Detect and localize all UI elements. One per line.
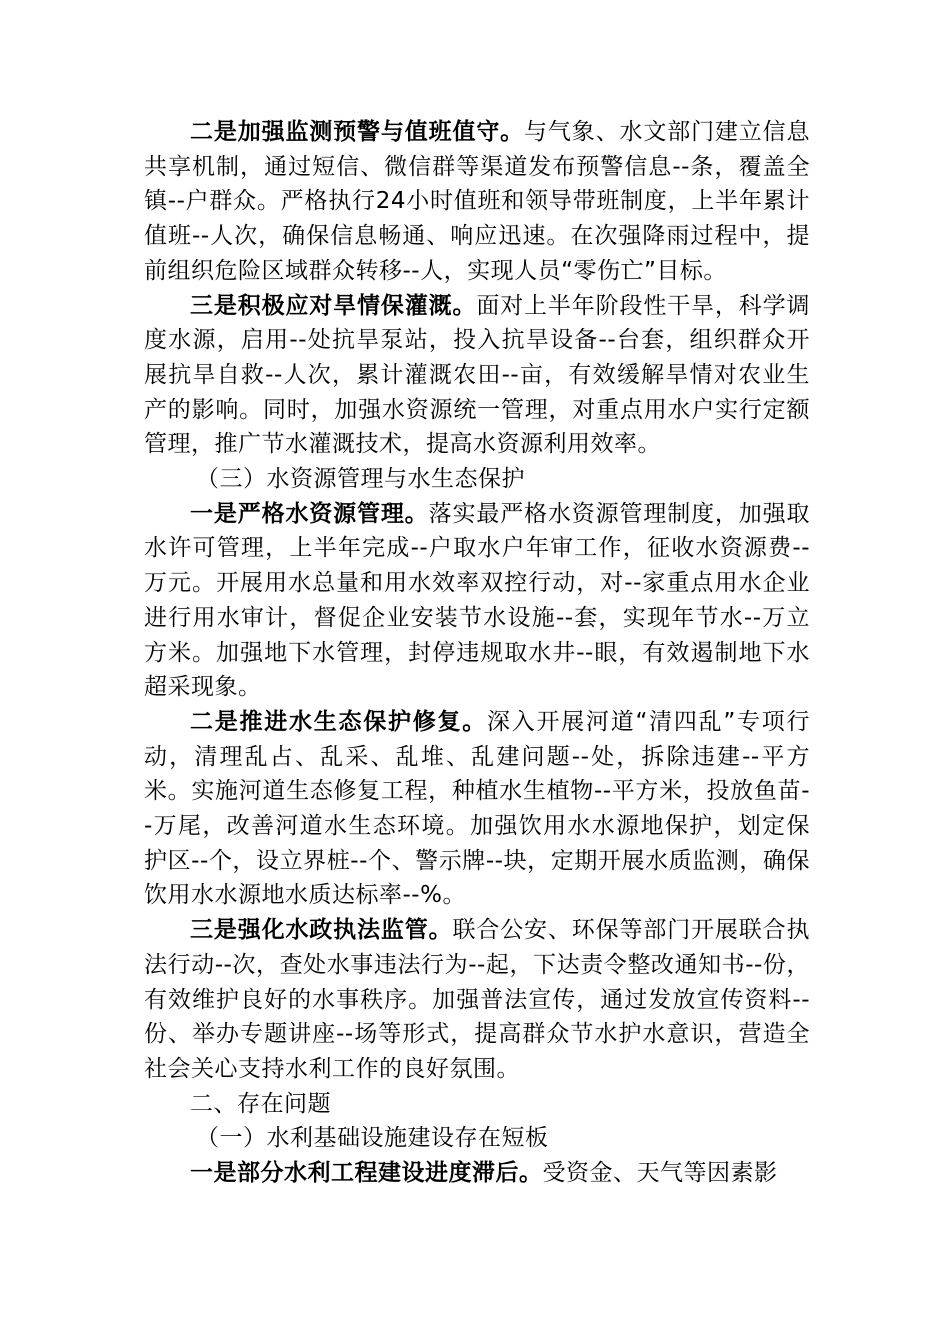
paragraph-lead: 三是强化水政执法监管。 xyxy=(190,917,453,944)
paragraph-lead: 二是加强监测预警与值班值守。 xyxy=(190,119,525,145)
paragraph-body: 深入开展河道“清四乱”专项行动，清理乱占、乱采、乱堆、乱建问题--处，拆除违建--平方米。实施河道生态修复工程，种植水生植物--平方米，投放鱼苗--万尾，改善河道水生态环境。加强饮用水水源地保护，划定保护区--个，设立界桩--个、警示牌--块，定期开展水质监测，确保饮用水水源地水质达标率--%。 xyxy=(144,708,811,909)
paragraph-lead: 一是部分水利工程建设进度滞后。 xyxy=(190,1160,543,1187)
section-heading-problems: 二、存在问题 xyxy=(190,1090,331,1117)
paragraph-law-enforcement xyxy=(144,913,810,1087)
paragraph-monitoring-warning xyxy=(144,115,810,289)
paragraph-water-management xyxy=(144,497,810,705)
paragraph-lead: 三是积极应对旱情保灌溉。 xyxy=(190,292,477,319)
paragraph-lead: 一是严格水资源管理。 xyxy=(190,500,429,527)
document-page xyxy=(144,115,810,1191)
paragraph-construction-delay xyxy=(144,1156,810,1191)
paragraph-body: 与气象、水文部门建立信息共享机制，通过短信、微信群等渠道发布预警信息--条，覆盖全镇--户群众。严格执行24小时值班和领导带班制度，上半年累计值班--人次，确保信息畅通、响应迅速。在次强降雨过程中，提前组织危险区域群众转移--人，实现人员“零伤亡”目标。 xyxy=(144,119,811,284)
section-heading-infrastructure: （一）水利基础设施建设存在短板 xyxy=(196,1125,549,1152)
paragraph-drought-response xyxy=(144,289,810,463)
section-heading-water-resources: （三）水资源管理与水生态保护 xyxy=(196,466,525,493)
paragraph-body: 面对上半年阶段性干旱，科学调度水源，启用--处抗旱泵站，投入抗旱设备--台套，组织群众开展抗旱自救--人次，累计灌溉农田--亩，有效缓解旱情对农业生产的影响。同时，加强水资源统一管理，对重点用水户实行定额管理，推广节水灌溉技术，提高水资源利用效率。 xyxy=(144,292,811,458)
paragraph-ecology-restoration xyxy=(144,705,810,913)
paragraph-body: 受资金、天气等因素影 xyxy=(542,1160,778,1187)
paragraph-body: 联合公安、环保等部门开展联合执法行动--次，查处水事违法行为--起，下达责令整改通知书--份，有效维护良好的水事秩序。加强普法宣传，通过发放宣传资料--份、举办专题讲座--场等形式，提高群众节水护水意识，营造全社会关心支持水利工作的良好氛围。 xyxy=(144,917,811,1082)
paragraph-body: 落实最严格水资源管理制度，加强取水许可管理，上半年完成--户取水户年审工作，征收水资源费--万元。开展用水总量和用水效率双控行动，对--家重点用水企业进行用水审计，督促企业安装节水设施--套，实现年节水--万立方米。加强地下水管理，封停违规取水井--眼，有效遏制地下水超采现象。 xyxy=(144,500,811,701)
paragraph-lead: 二是推进水生态保护修复。 xyxy=(190,708,487,735)
